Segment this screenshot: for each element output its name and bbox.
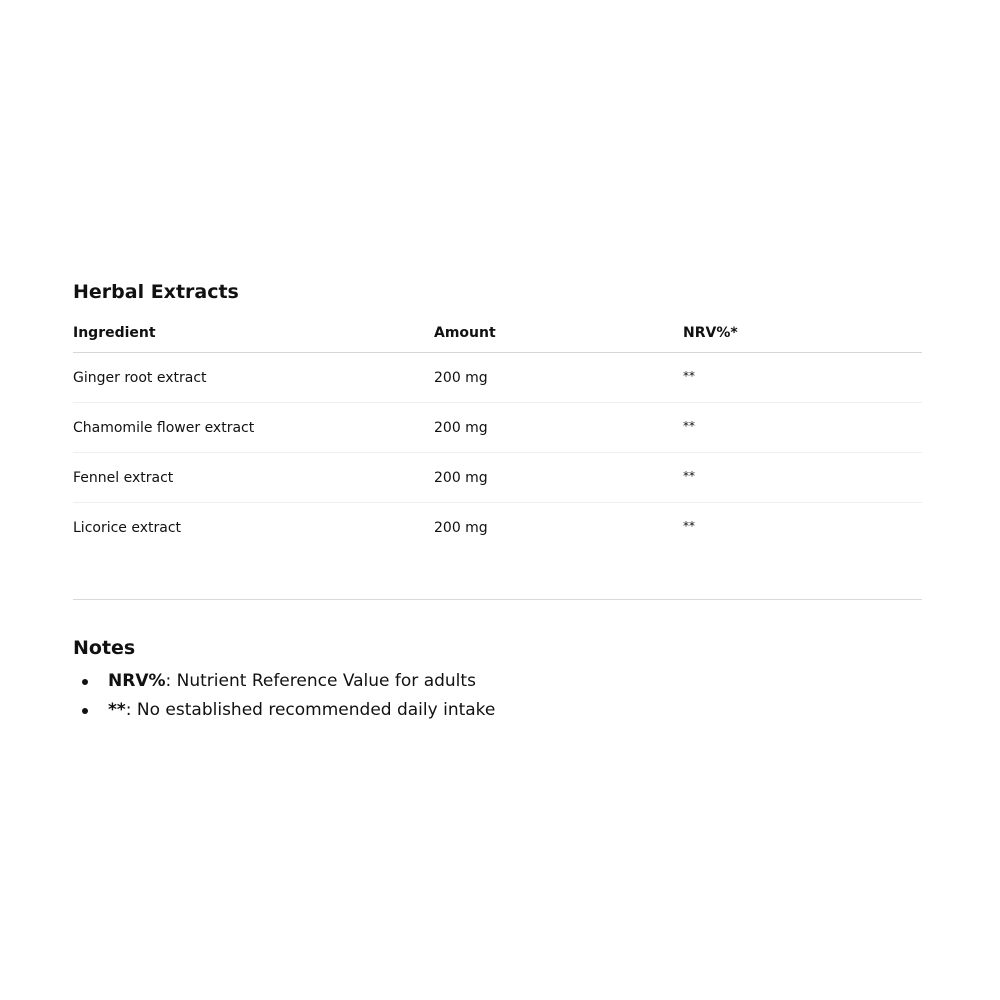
amount-cell: 200 mg	[434, 519, 488, 536]
ingredient-cell: Chamomile flower extract	[73, 419, 255, 436]
ingredient-cell: Ginger root extract	[73, 369, 207, 386]
note-term: **	[108, 700, 126, 720]
notes-list	[73, 667, 922, 725]
bullet-icon	[82, 679, 88, 685]
table-row	[73, 453, 922, 503]
nrv-cell: **	[683, 418, 695, 433]
nrv-cell: **	[683, 468, 695, 483]
note-term: NRV%	[108, 671, 166, 691]
bullet-icon	[82, 708, 88, 714]
nrv-cell: **	[683, 368, 695, 383]
ingredients-table	[73, 325, 922, 552]
table-header	[73, 325, 922, 353]
column-header-amount: Amount	[434, 325, 496, 341]
ingredient-cell: Licorice extract	[73, 519, 182, 536]
table-row	[73, 353, 922, 403]
amount-cell: 200 mg	[434, 419, 488, 436]
table-row	[73, 403, 922, 453]
ingredient-cell: Fennel extract	[73, 469, 174, 486]
table-row	[73, 503, 922, 552]
note-text: : No established recommended daily intake	[125, 700, 496, 720]
content	[73, 279, 922, 725]
list-item	[73, 667, 922, 696]
notes-title: Notes	[73, 637, 136, 659]
amount-cell: 200 mg	[434, 469, 488, 486]
section-divider	[73, 599, 922, 600]
nrv-cell: **	[683, 518, 695, 533]
amount-cell: 200 mg	[434, 369, 488, 386]
column-header-nrv: NRV%*	[683, 325, 738, 341]
column-header-ingredient: Ingredient	[73, 325, 156, 341]
list-item	[73, 696, 922, 725]
section-title: Herbal Extracts	[73, 281, 239, 303]
note-text: : Nutrient Reference Value for adults	[165, 671, 476, 691]
